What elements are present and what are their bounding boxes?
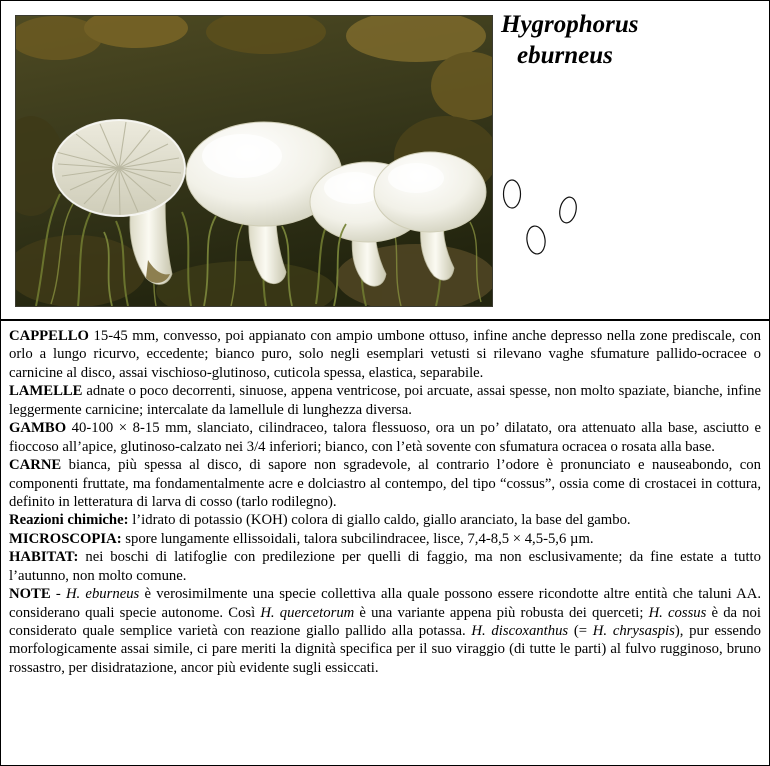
note-text-2: è verosimilmente una specie collettiva alla quale possono essere ricondotte altre entità che taluni AA. considerano quali specie autonome. Così — [9, 586, 762, 621]
section-gambo — [9, 419, 761, 456]
hygrophorus-eburneus-photo — [15, 15, 493, 307]
species-genus: Hygrophorus — [501, 11, 639, 38]
note-text-4: è da noi considerato quale semplice varietà con reazione giallo pallido alla potassa. — [9, 604, 761, 639]
section-heading-carne: CARNE — [9, 457, 62, 474]
spore-outline-drawing — [496, 176, 616, 276]
section-heading-reazioni: Reazioni chimiche: — [9, 512, 129, 529]
section-text-microscopia: spore lungamente ellissoidali, talora subcilindracee, lisce, 7,4-8,5 × 4,5-5,6 µm. — [121, 530, 594, 547]
mushroom-photo-illustration — [16, 16, 492, 306]
section-text-carne: bianca, più spessa al disco, di sapore non sgradevole, al contrario l’odore è pronunciato e nauseabondo, con componenti fruttate, ma fondamentalmente acre e dolciastro al contempo, del tipo “cossus”, ossia come di crostacei in cottura, definito in letteratura di larva di cosso (tarlo rodilegno). — [9, 457, 761, 510]
section-heading-cappello: CAPPELLO — [9, 328, 89, 344]
species-epithet: eburneus — [517, 42, 613, 70]
section-note — [9, 585, 761, 677]
note-text-3: è una variante appena più robusta dei querceti; — [354, 604, 649, 621]
note-text-1: - — [50, 586, 66, 603]
note-taxon-3: H. cossus — [648, 604, 707, 621]
note-taxon-5: H. chrysaspis — [592, 623, 675, 639]
section-heading-habitat: HABITAT: — [9, 549, 79, 566]
header-area — [1, 1, 769, 319]
note-taxon-4: H. discoxanthus — [471, 623, 569, 639]
section-reazioni-chimiche — [9, 511, 761, 529]
note-taxon-1: H. eburneus — [65, 586, 140, 603]
section-text-lamelle: adnate o poco decorrenti, sinuose, appena ventricose, poi arcuate, assai spesse, non molto spaziate, bianche, infine leggermente carnicine; intercalate da lamellule di lunghezza diversa. — [9, 383, 761, 418]
section-text-habitat: nei boschi di latifoglie con predilezione per quelli di faggio, ma non esclusivamente; da fine estate a tutto l’autunno, non molto comune. — [9, 549, 761, 584]
section-cappello — [9, 327, 761, 382]
note-text-6: ), pur essendo morfologicamente assai simile, ci pare meriti la dignità specifica per il suo viraggio (di tutte le parti) al fulvo rugginoso, bruno rossastro, per disidratazione, ancor più evidente sugli essiccati. — [9, 623, 761, 676]
section-text-gambo: 40-100 × 8-15 mm, slanciato, cilindraceo, talora flessuoso, ora un po’ dilatato, ora attenuato alla base, asciutto e fioccoso all’apice, glutinoso-calzato nei 3/4 inferiori; bianco, con l’età sovente con sfumatura ocracea o rosata alla base. — [9, 420, 761, 455]
note-taxon-2: H. quercetorum — [260, 604, 355, 621]
header-divider — [1, 319, 769, 321]
section-text-reazioni: l’idrato di potassio (KOH) colora di giallo caldo, giallo aranciato, la base del gambo. — [128, 512, 631, 529]
section-heading-microscopia: MICROSCOPIA: — [9, 530, 122, 547]
section-heading-lamelle: LAMELLE — [9, 383, 83, 400]
note-text-5: (= — [568, 623, 593, 639]
species-title — [501, 9, 759, 72]
section-carne — [9, 456, 761, 511]
section-microscopia — [9, 530, 761, 548]
section-heading-note: NOTE — [9, 586, 51, 603]
section-heading-gambo: GAMBO — [9, 420, 67, 437]
section-lamelle — [9, 382, 761, 419]
description-body — [1, 323, 769, 677]
section-text-cappello: 15-45 mm, convesso, poi appianato con ampio umbone ottuso, infine anche depresso nella zone prediscale, con orlo a lungo ricurvo, eccedente; bianco puro, solo negli esemplari vetusti si rilevano vaghe sfumature pallido-ocracee o carnicine al disco, assai vischioso-glutinoso, cuticola spessa, elastica, separabile. — [9, 328, 761, 381]
section-habitat — [9, 548, 761, 585]
